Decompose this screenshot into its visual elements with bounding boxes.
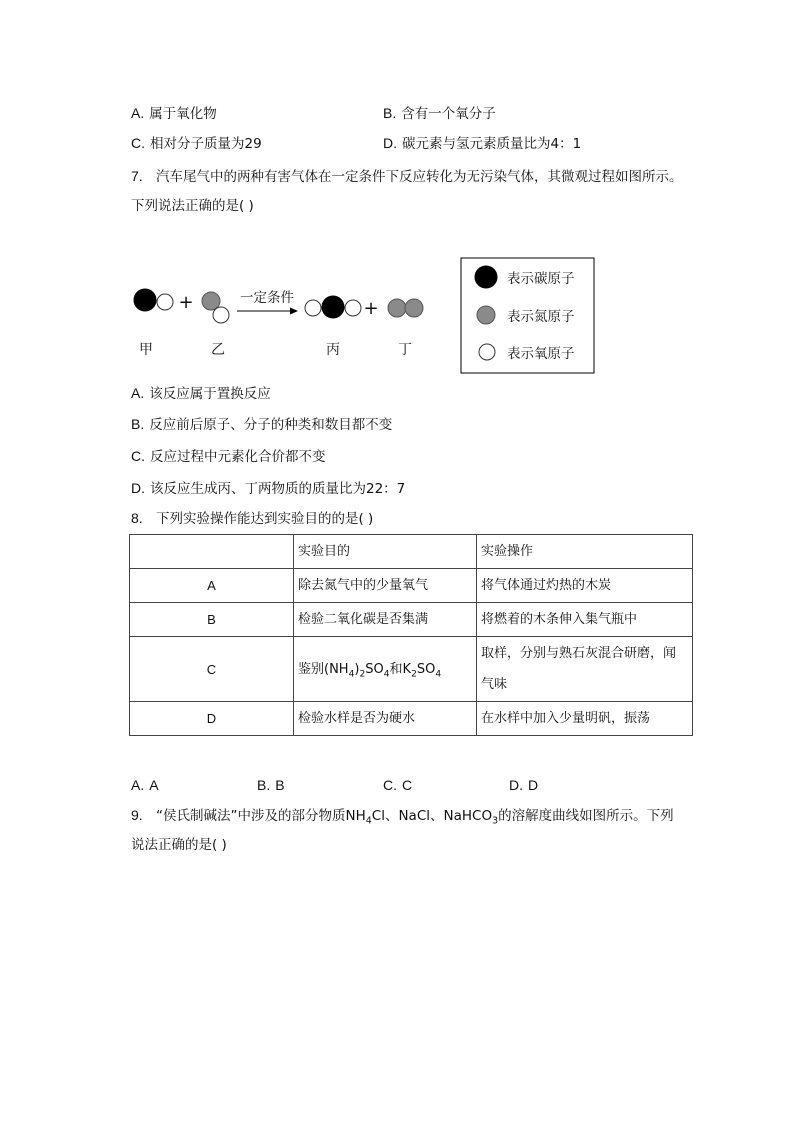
subscript: 4 [383, 669, 390, 680]
table-cell-option: D [130, 702, 294, 736]
legend-box [461, 258, 594, 373]
q9-stem-line-2 [131, 835, 227, 855]
legend-oxygen-label: 表示氧原子 [507, 346, 575, 362]
option-text: 相对分子质量为29 [150, 136, 262, 152]
q8-option-b [257, 775, 285, 795]
option-text: B [275, 777, 285, 793]
text-segment: SO [416, 661, 436, 677]
legend-nitrogen-atom [477, 306, 495, 324]
table-header [130, 535, 294, 569]
option-label: C. [131, 135, 145, 151]
option-text: C [402, 777, 413, 793]
label-bing: 丙 [326, 342, 340, 358]
q6-option-b [383, 103, 496, 123]
subscript: 4 [348, 669, 355, 680]
option-label: B. [257, 777, 271, 793]
option-label: A. [131, 105, 145, 121]
table-cell-purpose: 检验水样是否为硬水 [294, 702, 477, 736]
molecule-yi [202, 292, 229, 323]
table-header: 实验操作 [477, 535, 693, 569]
legend-nitrogen-label: 表示氮原子 [507, 309, 575, 325]
molecule-jia [134, 289, 173, 311]
legend-carbon-atom [475, 266, 497, 288]
q7-stem-line-1 [131, 166, 683, 186]
table-row [130, 603, 693, 637]
q7-stem-line-2 [131, 196, 254, 216]
q6-option-a [131, 103, 217, 123]
plus-sign: + [178, 292, 194, 313]
table-cell-operation: 取样，分别与熟石灰混合研磨，闻气味 [477, 637, 693, 702]
table-cell-operation: 在水样中加入少量明矾，振荡 [477, 702, 693, 736]
subscript: 4 [435, 669, 442, 680]
option-label: B. [131, 416, 145, 432]
legend-carbon-label: 表示碳原子 [507, 271, 575, 287]
text-segment: Cl、NaCl、NaHCO [371, 808, 493, 824]
subscript: 2 [411, 669, 417, 680]
reaction-arrow [237, 290, 298, 315]
plus-sign: + [363, 298, 379, 319]
q8-option-d [509, 775, 538, 795]
table-cell-operation: 将气体通过灼热的木炭 [477, 569, 693, 603]
table-header: 实验目的 [294, 535, 477, 569]
reaction-diagram [120, 250, 600, 380]
option-text: D [528, 777, 539, 793]
option-text: 该反应属于置换反应 [149, 386, 271, 402]
table-header-row [130, 535, 693, 569]
molecule-bing [305, 296, 361, 318]
question-number: 7. [131, 168, 143, 184]
legend-oxygen-atom [479, 344, 495, 360]
q7-option-a [131, 383, 271, 403]
q8-stem [131, 508, 373, 528]
subscript: 2 [359, 669, 366, 680]
option-text: 该反应生成丙、丁两物质的质量比为22：7 [150, 481, 406, 497]
table-cell-purpose: 除去氮气中的少量氧气 [294, 569, 477, 603]
oxygen-atom [345, 300, 361, 316]
option-label: C. [383, 777, 397, 793]
label-jia: 甲 [139, 342, 153, 358]
nitrogen-atom [405, 299, 423, 317]
option-text: 碳元素与氢元素质量比为4：1 [402, 136, 582, 152]
experiment-table [129, 534, 693, 736]
text-segment: “侯氏制碱法”中涉及的部分物质NH [156, 808, 366, 824]
option-label: A. [131, 385, 145, 401]
subscript: 3 [492, 815, 499, 827]
q7-option-b [131, 414, 392, 434]
table-cell-option: C [130, 637, 294, 702]
q6-option-d [383, 133, 581, 153]
subscript: 4 [365, 815, 372, 827]
oxygen-atom [213, 307, 229, 323]
table-cell-purpose [294, 637, 477, 702]
table-cell-option: B [130, 603, 294, 637]
option-text: 含有一个氧分子 [401, 106, 496, 122]
q7-option-c [131, 446, 326, 466]
molecule-ding [388, 299, 423, 317]
text-segment: 和K [389, 661, 412, 677]
option-label: D. [131, 480, 145, 496]
table-row [130, 637, 693, 702]
carbon-atom [322, 296, 344, 318]
q9-stem-line-1 [131, 805, 674, 825]
reaction-condition: 一定条件 [240, 290, 294, 306]
arrow-head [290, 308, 298, 315]
table-cell-operation: 将燃着的木条伸入集气瓶中 [477, 603, 693, 637]
option-text: 反应前后原子、分子的种类和数目都不变 [149, 417, 393, 433]
nitrogen-atom [388, 299, 406, 317]
question-stem: 下列说法正确的是( ) [131, 198, 254, 214]
text-segment: 的溶解度曲线如图所示。下列 [498, 808, 674, 824]
label-yi: 乙 [211, 342, 225, 358]
table-row [130, 569, 693, 603]
option-text: A [149, 777, 159, 793]
carbon-atom [134, 289, 156, 311]
question-stem: 说法正确的是( ) [131, 837, 227, 853]
oxygen-atom [157, 294, 173, 310]
nitrogen-atom [202, 292, 220, 310]
option-label: B. [383, 105, 397, 121]
option-label: D. [509, 777, 523, 793]
q8-option-a [131, 775, 159, 795]
text-segment: 鉴别(NH [298, 661, 349, 677]
option-label: C. [131, 448, 145, 464]
label-ding: 丁 [398, 342, 412, 358]
oxygen-atom [305, 300, 321, 316]
question-number: 8. [131, 510, 143, 526]
q8-option-c [383, 775, 412, 795]
text-segment: ) [354, 661, 360, 677]
option-text: 属于氧化物 [149, 106, 217, 122]
option-text: 反应过程中元素化合价都不变 [150, 449, 326, 465]
option-label: A. [131, 777, 145, 793]
q7-option-d [131, 478, 405, 498]
option-label: D. [383, 135, 397, 151]
question-stem: 汽车尾气中的两种有害气体在一定条件下反应转化为无污染气体，其微观过程如图所示。 [156, 169, 683, 185]
question-stem: 下列实验操作能达到实验目的的是( ) [156, 511, 374, 527]
text-segment: SO [365, 661, 384, 677]
table-cell-option: A [130, 569, 294, 603]
table-row [130, 702, 693, 736]
question-stem [156, 808, 674, 827]
table-cell-purpose: 检验二氧化碳是否集满 [294, 603, 477, 637]
question-number: 9. [131, 807, 143, 823]
q6-option-c [131, 133, 262, 153]
